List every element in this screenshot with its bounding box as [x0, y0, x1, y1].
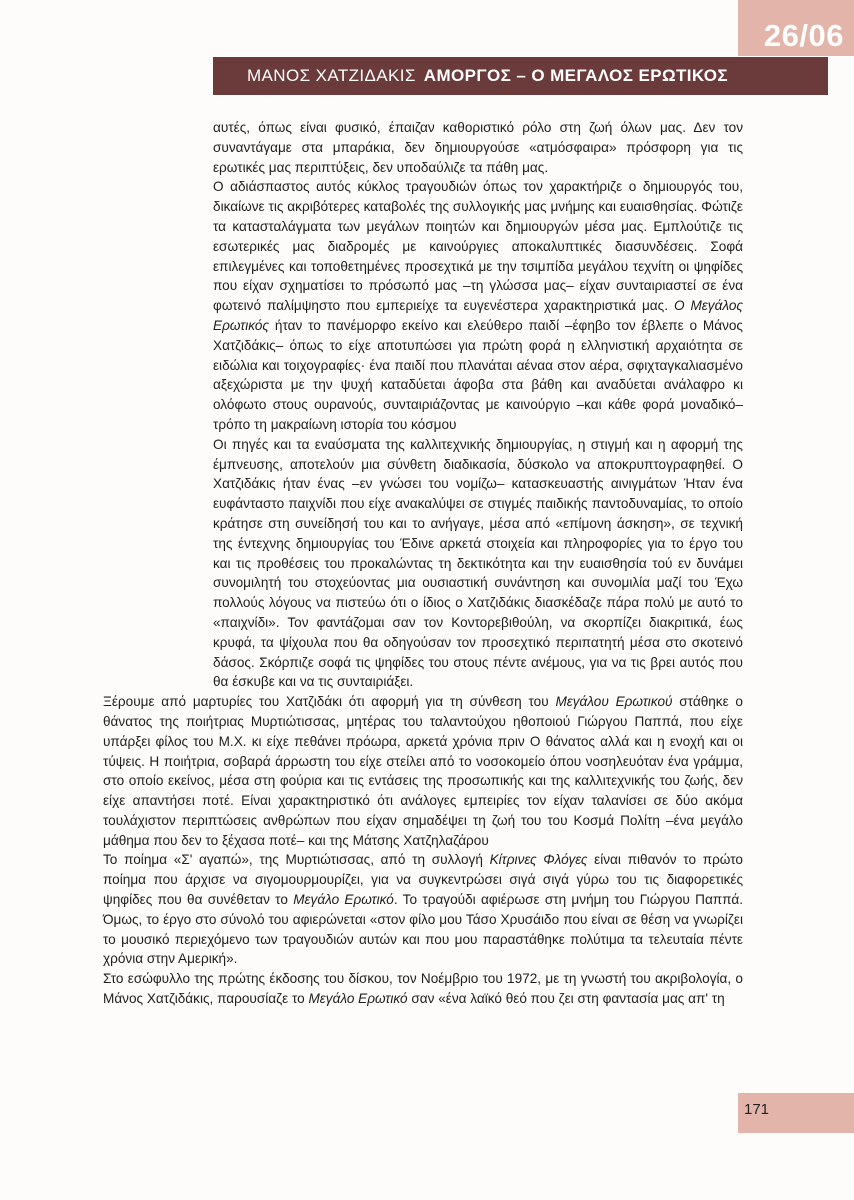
- paragraph-4-italic: Μεγάλου Ερωτικού: [555, 694, 673, 710]
- paragraph-6: [103, 969, 743, 1009]
- paragraph-2-tail: ήταν το πανέμορφο εκείνο και ελεύθερο παιδί –έφηβο τον έβλεπε ο Μάνος Χατζιδάκις– όπως το είχε αποτυπώσει για πρώτη φορά η ελληνιστική αρχαιότητα σε ειδώλια και τοιχογραφίες· ένα παιδί που πλανάται αέναα στον αέρα, σφιχταγκαλιασμένο αξεχώριστα με την ψυχή καταδύεται άφοβα στα βάθη και αναδύεται ανάλαφρο κι ολόφωτο στους ουρανούς, συνταιριάζοντας με καινούργιο –και κάθε φορά μοναδικό– τρόπο τη μακραίωνη ιστορία του κόσμου: [213, 317, 743, 432]
- page-number-tab: [738, 1093, 854, 1133]
- paragraph-2-italic: Ο Μεγάλος Ερωτικός: [213, 298, 743, 333]
- paragraph-2-text: Ο αδιάσπαστος αυτός κύκλος τραγουδιών όπως τον χαρακτήριζε ο δημιουργός του, δικαίωνε τις ακριβότερες καταβολές της συλλογικής μας μνήμης και ευαισθησίας. Φώτιζε τα κατασταλάγματα των μεγάλων ποιητών και δημιουργών μέσα μας. Εμπλούτιζε τις εσωτερικές μας διαδρομές με καινούργιες αποκαλυπτικές διασυνδέσεις. Σοφά επιλεγμένες και τοποθετημένες προσεχτικά με την τσιμπίδα μεγάλου τεχνίτη οι ψηφίδες που είχαν σχηματίσει το πρόσωπό μας –τη γλώσσα μας– είχαν συνταιριαστεί σε ένα φωτεινό παλίμψηστο που εμπεριείχε τα ευγενέστερα χαρακτηριστικά μας.: [213, 179, 743, 314]
- paragraph-4: [103, 692, 743, 850]
- body-text: [103, 118, 743, 1009]
- paragraph-6-italic: Μεγάλο Ερωτικό: [308, 991, 408, 1007]
- page-number: 171: [744, 1101, 770, 1118]
- section-tab: [738, 0, 854, 56]
- paragraph-5-middle: είναι πιθανόν το πρώτο ποίημα που άρχισε να σιγομουρμουρίζει, για να συγκεντρώσει σιγά σιγά γύρω του τις διαφορετικές ψηφίδες που θα συνέθεταν το: [103, 852, 743, 908]
- paragraph-6-end: σαν «ένα λαϊκό θεό που ζει στη φαντασία μας απ' τη: [411, 991, 725, 1007]
- header-author: ΜΑΝΟΣ ΧΑΤΖΙΔΑΚΙΣ: [246, 66, 416, 85]
- paragraph-6-start: Στο εσώφυλλο της πρώτης έκδοσης του δίσκου, τον Νοέμβριο του 1972, με τη γνωστή του ακριβολογία, ο Μάνος Χατζιδάκις, παρουσίαζε το: [103, 971, 743, 1007]
- paragraph-4-end: στάθηκε ο θάνατος της ποιήτριας Μυρτιώτισσας, μητέρας του ταλαντούχου ηθοποιού Γιώργου Παππά, που είχε υπάρξει φίλος του Μ.Χ. κι είχε πεθάνει πρόωρα, αρκετά χρόνια πριν Ο θάνατος αλλά και η ενοχή και οι τύψεις. Η ποιήτρια, σοβαρά άρρωστη του είχε στείλει από το νοσοκομείο όπου νοσηλευόταν ένα γράμμα, στο οποίο εκείνος, μέσα στη φούρια και τις εντάσεις της προσωπικής και της καλλιτεχνικής του ζωής, δεν είχε απαντήσει ποτέ. Είναι χαρακτηριστικό ότι ανάλογες εμπειρίες τον είχαν ταλανίσει σε δύο ακόμα τουλάχιστον περιπτώσεις ανθρώπων που είχαν σημαδέψει τη ζωή του του Κοσμά Πολίτη –ένα μεγάλο μάθημα που δεν το ξέχασα ποτέ– και της Μάτσης Χατζηλαζάρου: [103, 694, 743, 848]
- paragraph-5-italic-1: Κίτρινες Φλόγες: [489, 852, 588, 868]
- paragraph-5-start: Το ποίημα «Σ' αγαπώ», της Μυρτιώτισσας, από τη συλλογή: [103, 852, 483, 868]
- paragraph-5-end: . Το τραγούδι αφιέρωσε στη μνήμη του Γιώργου Παππά. Όμως, το έργο στο σύνολό του αφιερώνεται «στον φίλο μου Τάσο Χρυσάιδο που είναι σε θέση να γνωρίζει το μουσικό περιεχόμενο των τραγουδιών αυτών και που μου παραστάθηκε πολύτιμα τα τελευταία πέντε χρόνια στην Αμερική».: [103, 892, 744, 967]
- paragraph-4-start: Ξέρουμε από μαρτυρίες του Χατζιδάκι ότι αφορμή για τη σύνθεση του: [103, 694, 549, 710]
- paragraph-5-italic-2: Μεγάλο Ερωτικό: [293, 892, 394, 908]
- paragraph-1: αυτές, όπως είναι φυσικό, έπαιζαν καθοριστικό ρόλο στη ζωή όλων μας. Δεν τον συναντάγαμε στα μπαράκια, δεν δημιουργούσε «ατμόσφαιρα» πρόσφορη για τις ερωτικές μας περιπτύξεις, δεν υποδαύλιζε τα πάθη μας.: [213, 120, 743, 175]
- paragraph-5: [103, 850, 743, 969]
- section-number: 26/06: [763, 18, 844, 53]
- paragraph-3: Οι πηγές και τα εναύσματα της καλλιτεχνικής δημιουργίας, η στιγμή και η αφορμή της έμπνευσης, αποτελούν μια σύνθετη διαδικασία, δύσκολο να αποκρυπτογραφηθεί. Ο Χατζιδάκις ήταν ένας –εν γνώσει του νομίζω– κατασκευαστής αινιγμάτων Ήταν ένα ευφάνταστο παιχνίδι που είχε ανακαλύψει σε στιγμές παιδικής παντοδυναμίας, το οποίο κράτησε στη συνείδησή του και το ανήγαγε, μέσα από «επίμονη άσκηση», σε τεχνική της έντεχνης δημιουργίας του Έδινε αρκετά στοιχεία και πληροφορίες για το έργο του και τις προθέσεις του προκαλώντας τη δεκτικότητα και την ευαισθησία τού εν δυνάμει συνομιλητή του στοχεύοντας μια ουσιαστική συνάντηση και συνομιλία μαζί του Έχω πολλούς λόγους να πιστεύω ότι ο ίδιος ο Χατζιδάκις διασκέδαζε πάρα πολύ με αυτό το «παιχνίδι». Τον φαντάζομαι σαν τον Κοντορεβιθούλη, να σκορπίζει διακριτικά, έως κρυφά, τα ψίχουλα που θα οδηγούσαν τον προσεχτικό περιπατητή μέσα στο σκοτεινό δάσος. Σκόρπιζε σοφά τις ψηφίδες του στους πέντε ανέμους, για να τις βρει αυτός που θα έσκυβε και να τις συνταιριάξει.: [213, 436, 743, 690]
- paragraph-2: [103, 177, 743, 434]
- header-title: ΑΜΟΡΓΟΣ – Ο ΜΕΓΑΛΟΣ ΕΡΩΤΙΚΟΣ: [423, 66, 728, 85]
- running-header: [213, 57, 828, 95]
